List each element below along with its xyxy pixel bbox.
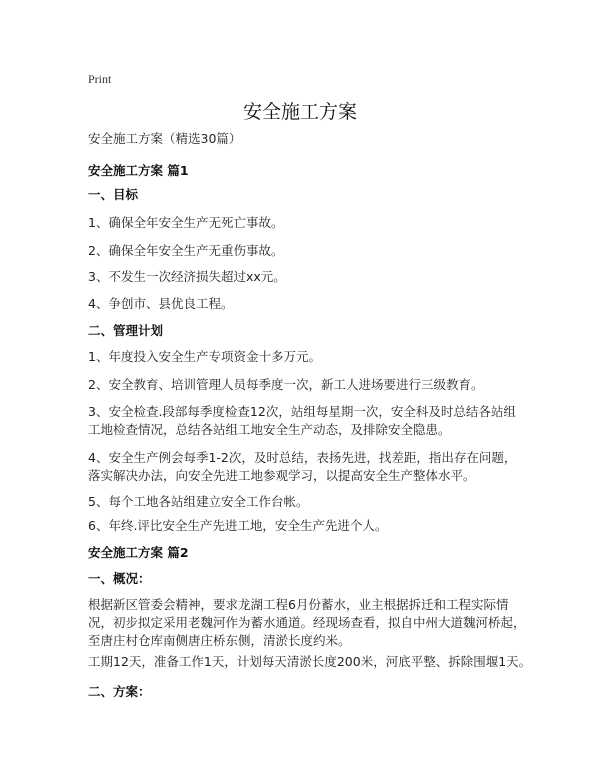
plan-item-1: 1、年度投入安全生产专项资金十多万元。 [88,349,321,364]
page-title: 安全施工方案 [242,101,357,123]
subheading-plan-2: 二、方案： [88,684,151,699]
document-subtitle: 安全施工方案（精选30篇） [88,131,242,146]
plan-item-5: 5、每个工地各站组建立安全工作台帐。 [88,494,309,509]
schedule-paragraph: 工期12天，准备工作1天，计划每天清淤长度200米，河底平整、拆除围堰1天。 [88,654,532,669]
plan-item-4: 4、安全生产例会每季1-2次，及时总结，表扬先进，找差距，指出存在问题，落实解决办法，向安全先进工地参观学习，以提高安全生产整体水平。 [88,450,517,483]
subheading-plan: 二、管理计划 [88,323,164,338]
goal-item-2: 2、确保全年安全生产无重伤事故。 [88,243,284,258]
section-heading-part1: 安全施工方案 篇1 [88,163,189,178]
plan-item-2: 2、安全教育、培训管理人员每季度一次，新工人进场要进行三级教育。 [88,377,484,392]
goal-item-4: 4、争创市、县优良工程。 [88,296,234,311]
subheading-overview: 一、概况： [88,571,151,586]
subheading-goals: 一、目标 [88,187,139,202]
plan-item-6: 6、年终.评比安全生产先进工地，安全生产先进个人。 [88,518,388,533]
overview-paragraph: 根据新区管委会精神，要求龙湖工程6月份蓄水，业主根据拆迁和工程实际情况，初步拟定采用老魏河作为蓄水通道。经现场查看，拟自中州大道魏河桥起，至唐庄村仓库南侧唐庄桥东侧，清淤长度约米。 [88,597,526,648]
goal-item-3: 3、不发生一次经济损失超过xx元。 [88,269,286,284]
plan-item-3: 3、安全检查.段部每季度检查12次，站组每星期一次，安全科及时总结各站组工地检查情况，总结各站组工地安全生产动态，及排除安全隐患。 [88,404,516,437]
section-heading-part2: 安全施工方案 篇2 [88,545,189,560]
goal-item-1: 1、确保全年安全生产无死亡事故。 [88,215,284,230]
print-label: Print [88,72,112,86]
